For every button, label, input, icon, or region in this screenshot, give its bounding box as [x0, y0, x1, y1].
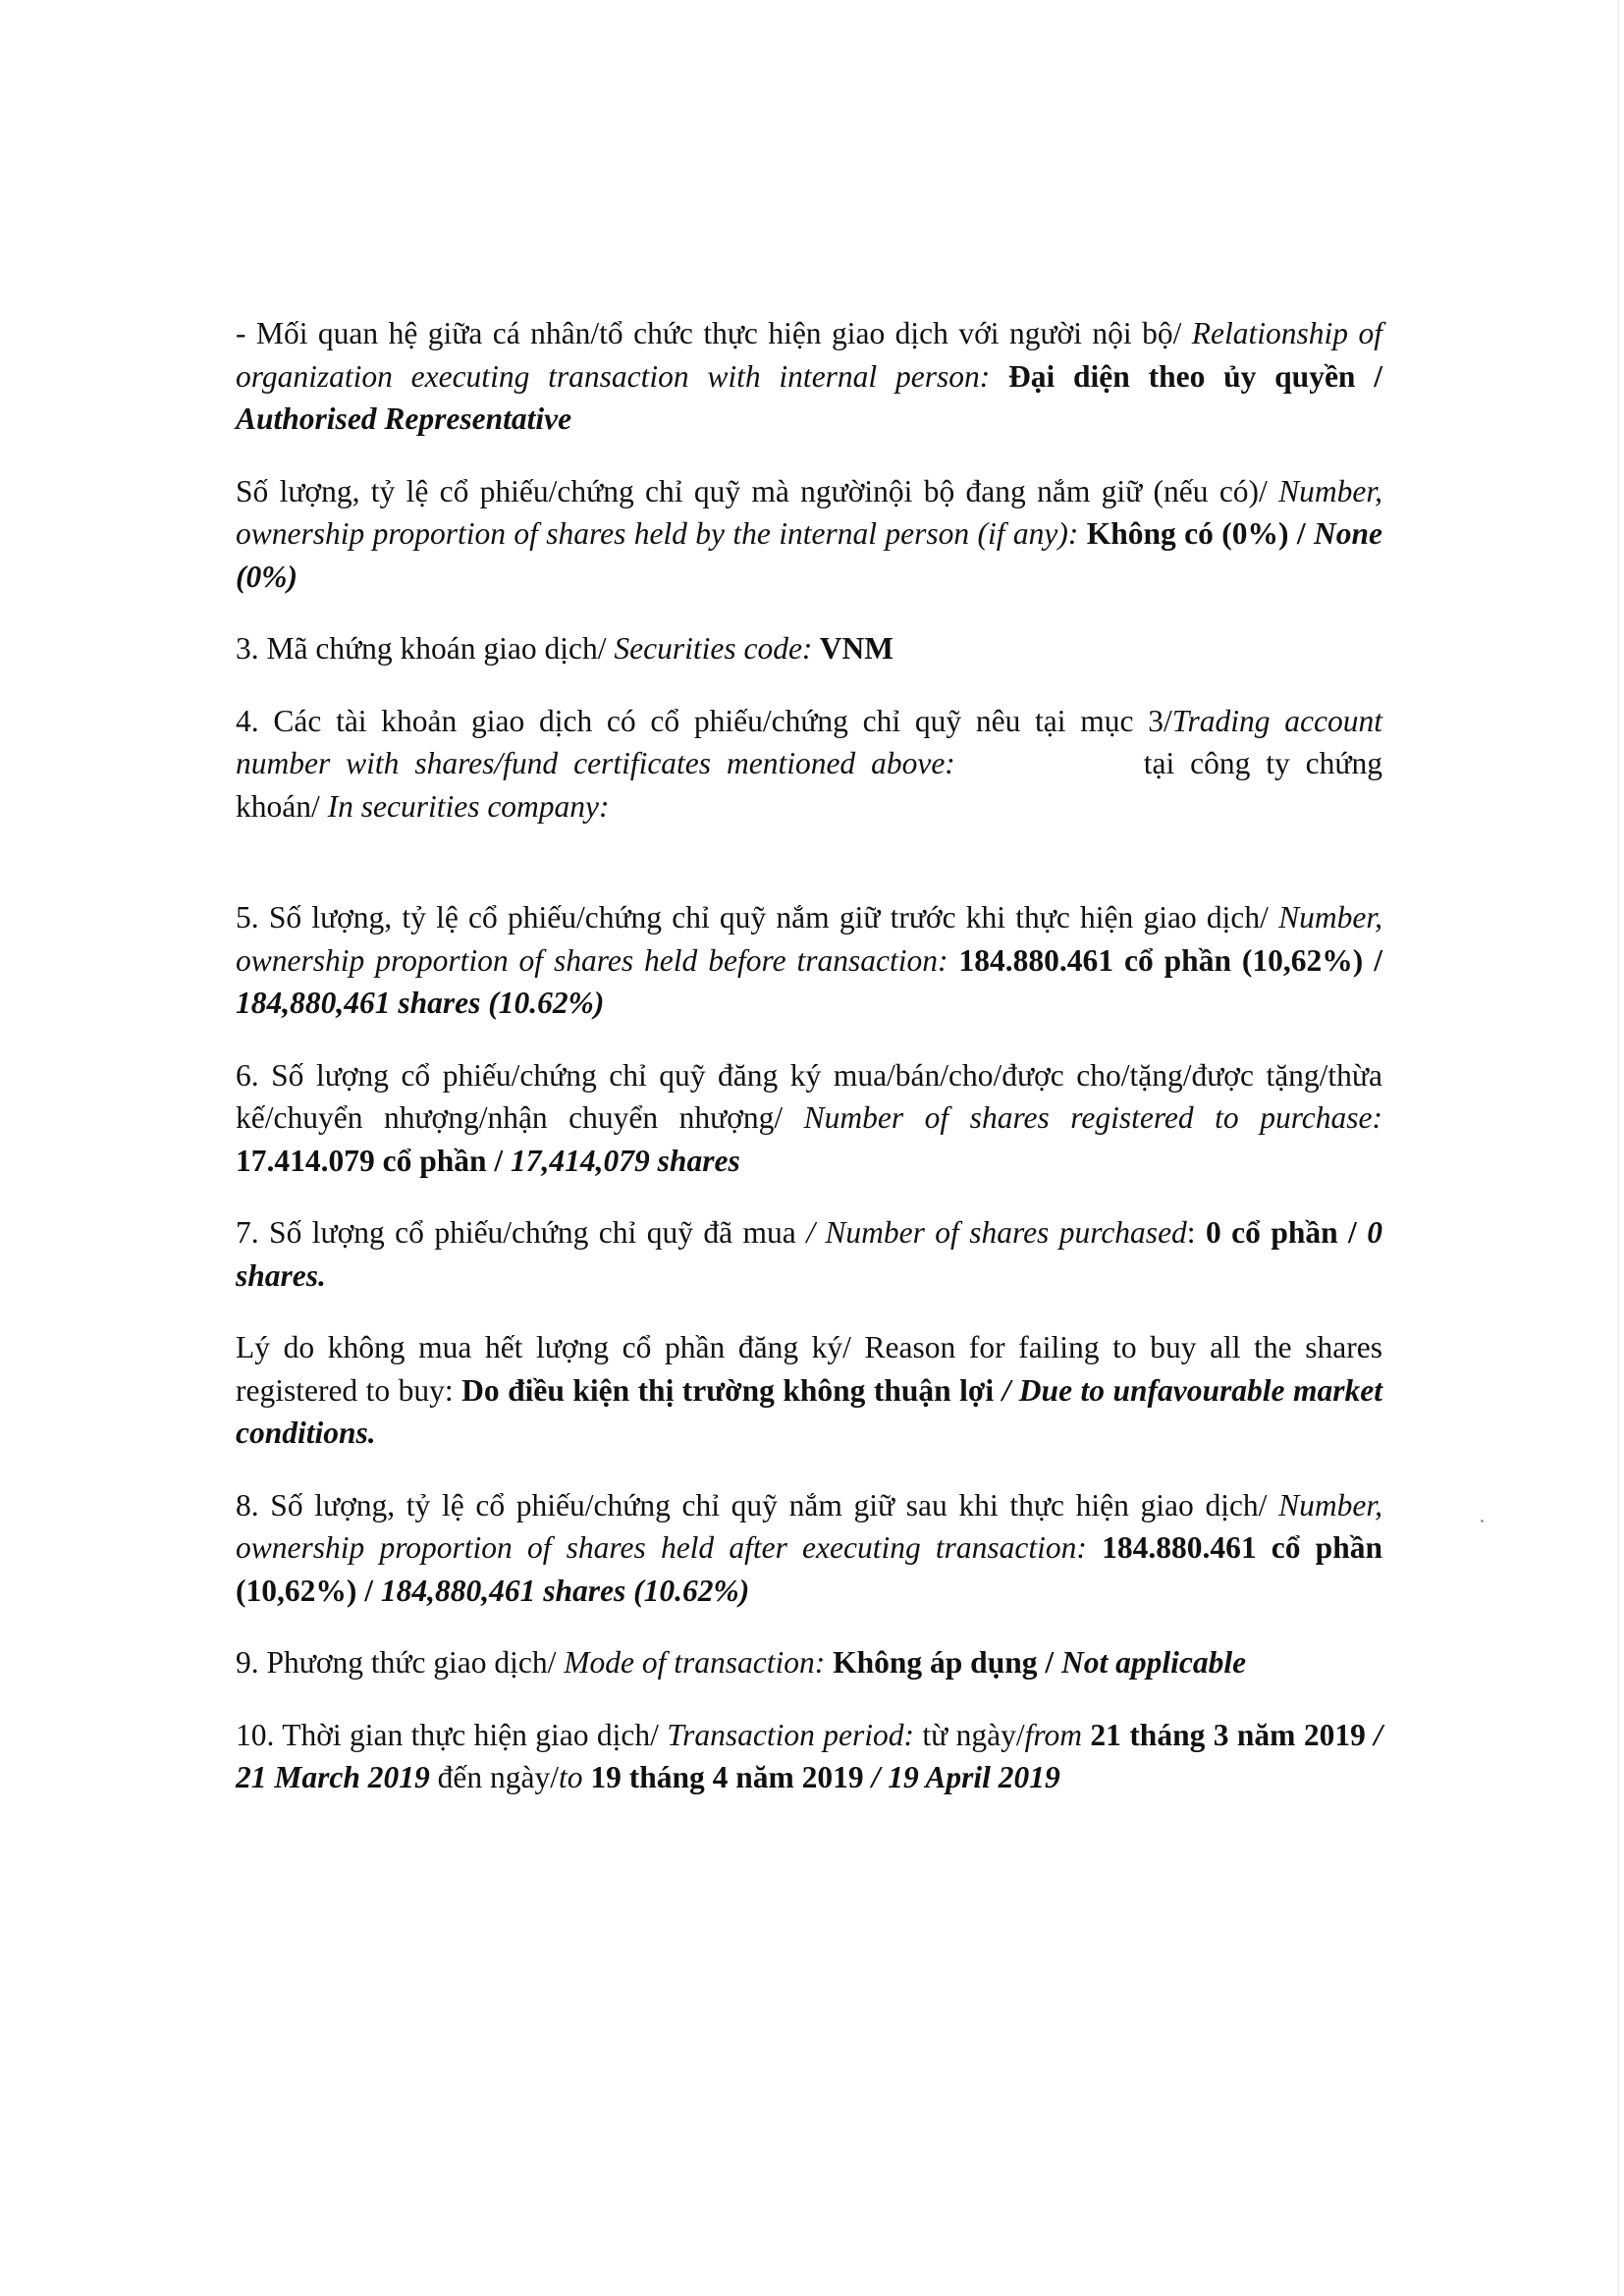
- relationship-label-vi: - Mối quan hệ giữa cá nhân/tổ chức thực hiện giao dịch với người nội bộ/: [236, 316, 1192, 350]
- end-date-vi: 19 tháng 4 năm 2019: [582, 1760, 864, 1794]
- transaction-mode-value-vi: Không áp dụng /: [825, 1645, 1061, 1680]
- purchased-shares-colon: :: [1186, 1215, 1206, 1250]
- registered-shares-value-en: 17,414,079 shares: [511, 1143, 740, 1178]
- trading-account-paragraph: [236, 700, 1382, 828]
- scan-speck: [1481, 1520, 1484, 1522]
- relationship-label-en: Relationship of organization executing transaction with internal person:: [236, 316, 1382, 394]
- end-date-en: / 19 April 2019: [863, 1760, 1060, 1794]
- holding-after-label-vi: 8. Số lượng, tỷ lệ cổ phiếu/chứng chỉ quỹ nắm giữ sau khi thực hiện giao dịch/: [236, 1487, 1279, 1522]
- holding-before-value-vi: 184.880.461 cổ phần (10,62%) /: [947, 942, 1382, 978]
- transaction-mode-label-vi: 9. Phương thức giao dịch/: [236, 1645, 565, 1680]
- failure-reason-value-en: / Due to unfavourable market conditions.: [236, 1372, 1382, 1450]
- relationship-value-vi: Đại diện theo ủy quyền /: [990, 358, 1382, 394]
- securities-company-label-en: In securities company:: [327, 788, 610, 824]
- trading-account-label-en: Trading account number with shares/fund certificates mentioned above:: [236, 703, 1382, 780]
- holding-before-value-en: 184,880,461 shares (10.62%): [236, 986, 605, 1020]
- internal-holding-value-en: None (0%): [236, 516, 1382, 594]
- transaction-period-label-en: Transaction period:: [667, 1717, 915, 1752]
- from-label-en: from: [1024, 1717, 1082, 1752]
- securities-code-paragraph: [236, 627, 1382, 670]
- registered-shares-label-en: Number of shares registered to purchase:: [803, 1100, 1382, 1135]
- purchased-shares-label-en: / Number of shares purchased: [806, 1215, 1187, 1250]
- to-label-en: to: [559, 1760, 583, 1794]
- securities-company-label-vi: tại công ty chứng khoán/: [236, 746, 1382, 824]
- internal-holding-value-vi: Không có (0%) /: [1078, 516, 1314, 551]
- trading-account-label-vi: 4. Các tài khoản giao dịch có cổ phiếu/chứng chỉ quỹ nêu tại mục 3/: [236, 703, 1172, 738]
- purchased-shares-value-en: 0 shares.: [236, 1215, 1382, 1293]
- internal-holding-label-en: Number, ownership proportion of shares held by the internal person (if any):: [236, 473, 1382, 551]
- internal-holding-label-vi: Số lượng, tỷ lệ cổ phiếu/chứng chỉ quỹ mà ngườinội bộ đang nắm giữ (nếu có)/: [236, 473, 1279, 508]
- holding-after-value-en: 184,880,461 shares (10.62%): [380, 1573, 750, 1608]
- relationship-value-en: Authorised Representative: [236, 401, 572, 436]
- transaction-period-label-vi: 10. Thời gian thực hiện giao dịch/: [236, 1717, 668, 1752]
- to-label-vi: đến ngày/: [429, 1760, 559, 1794]
- document-body: [236, 312, 1382, 1829]
- transaction-mode-label-en: Mode of transaction:: [564, 1645, 826, 1680]
- holding-before-label-en: Number, ownership proportion of shares held before transaction:: [236, 900, 1382, 978]
- failure-reason-label: Lý do không mua hết lượng cổ phần đăng ký/ Reason for failing to buy all the shares registered to buy:: [236, 1330, 1382, 1408]
- registered-shares-paragraph: [236, 1054, 1382, 1183]
- registered-shares-label-vi: 6. Số lượng cổ phiếu/chứng chỉ quỹ đăng ký mua/bán/cho/được cho/tặng/được tặng/thừa kế/chuyển nhượng/nhận chuyển nhượng/: [236, 1057, 1382, 1135]
- securities-code-label-vi: 3. Mã chứng khoán giao dịch/: [236, 631, 615, 666]
- failure-reason-value-vi: Do điều kiện thị trường không thuận lợi: [461, 1372, 995, 1408]
- securities-code-label-en: Securities code:: [614, 631, 813, 666]
- holding-before-label-vi: 5. Số lượng, tỷ lệ cổ phiếu/chứng chỉ quỹ nắm giữ trước khi thực hiện giao dịch/: [236, 900, 1279, 934]
- purchased-shares-label-vi: 7. Số lượng cổ phiếu/chứng chỉ quỹ đã mua: [236, 1215, 807, 1250]
- relationship-paragraph: [236, 312, 1382, 441]
- purchased-shares-paragraph: [236, 1211, 1382, 1297]
- purchased-shares-value-vi: 0 cổ phần /: [1205, 1215, 1368, 1250]
- from-label-vi: từ ngày/: [914, 1717, 1025, 1752]
- holding-before-paragraph: [236, 896, 1382, 1025]
- start-date-vi: 21 tháng 3 năm 2019: [1082, 1717, 1366, 1752]
- holding-after-paragraph: [236, 1484, 1382, 1613]
- internal-holding-paragraph: [236, 470, 1382, 599]
- failure-reason-paragraph: [236, 1326, 1382, 1455]
- transaction-mode-paragraph: [236, 1641, 1382, 1684]
- scan-edge-line: [1618, 0, 1619, 2296]
- transaction-mode-value-en: Not applicable: [1061, 1645, 1247, 1680]
- transaction-period-paragraph: [236, 1714, 1382, 1799]
- securities-code-value: VNM: [812, 631, 893, 666]
- holding-after-value-vi: 184.880.461 cổ phần (10,62%) /: [236, 1530, 1382, 1608]
- start-date-en: / 21 March 2019: [236, 1717, 1383, 1794]
- holding-after-label-en: Number, ownership proportion of shares held after executing transaction:: [236, 1487, 1382, 1565]
- registered-shares-value-vi: 17.414.079 cổ phần /: [236, 1143, 512, 1178]
